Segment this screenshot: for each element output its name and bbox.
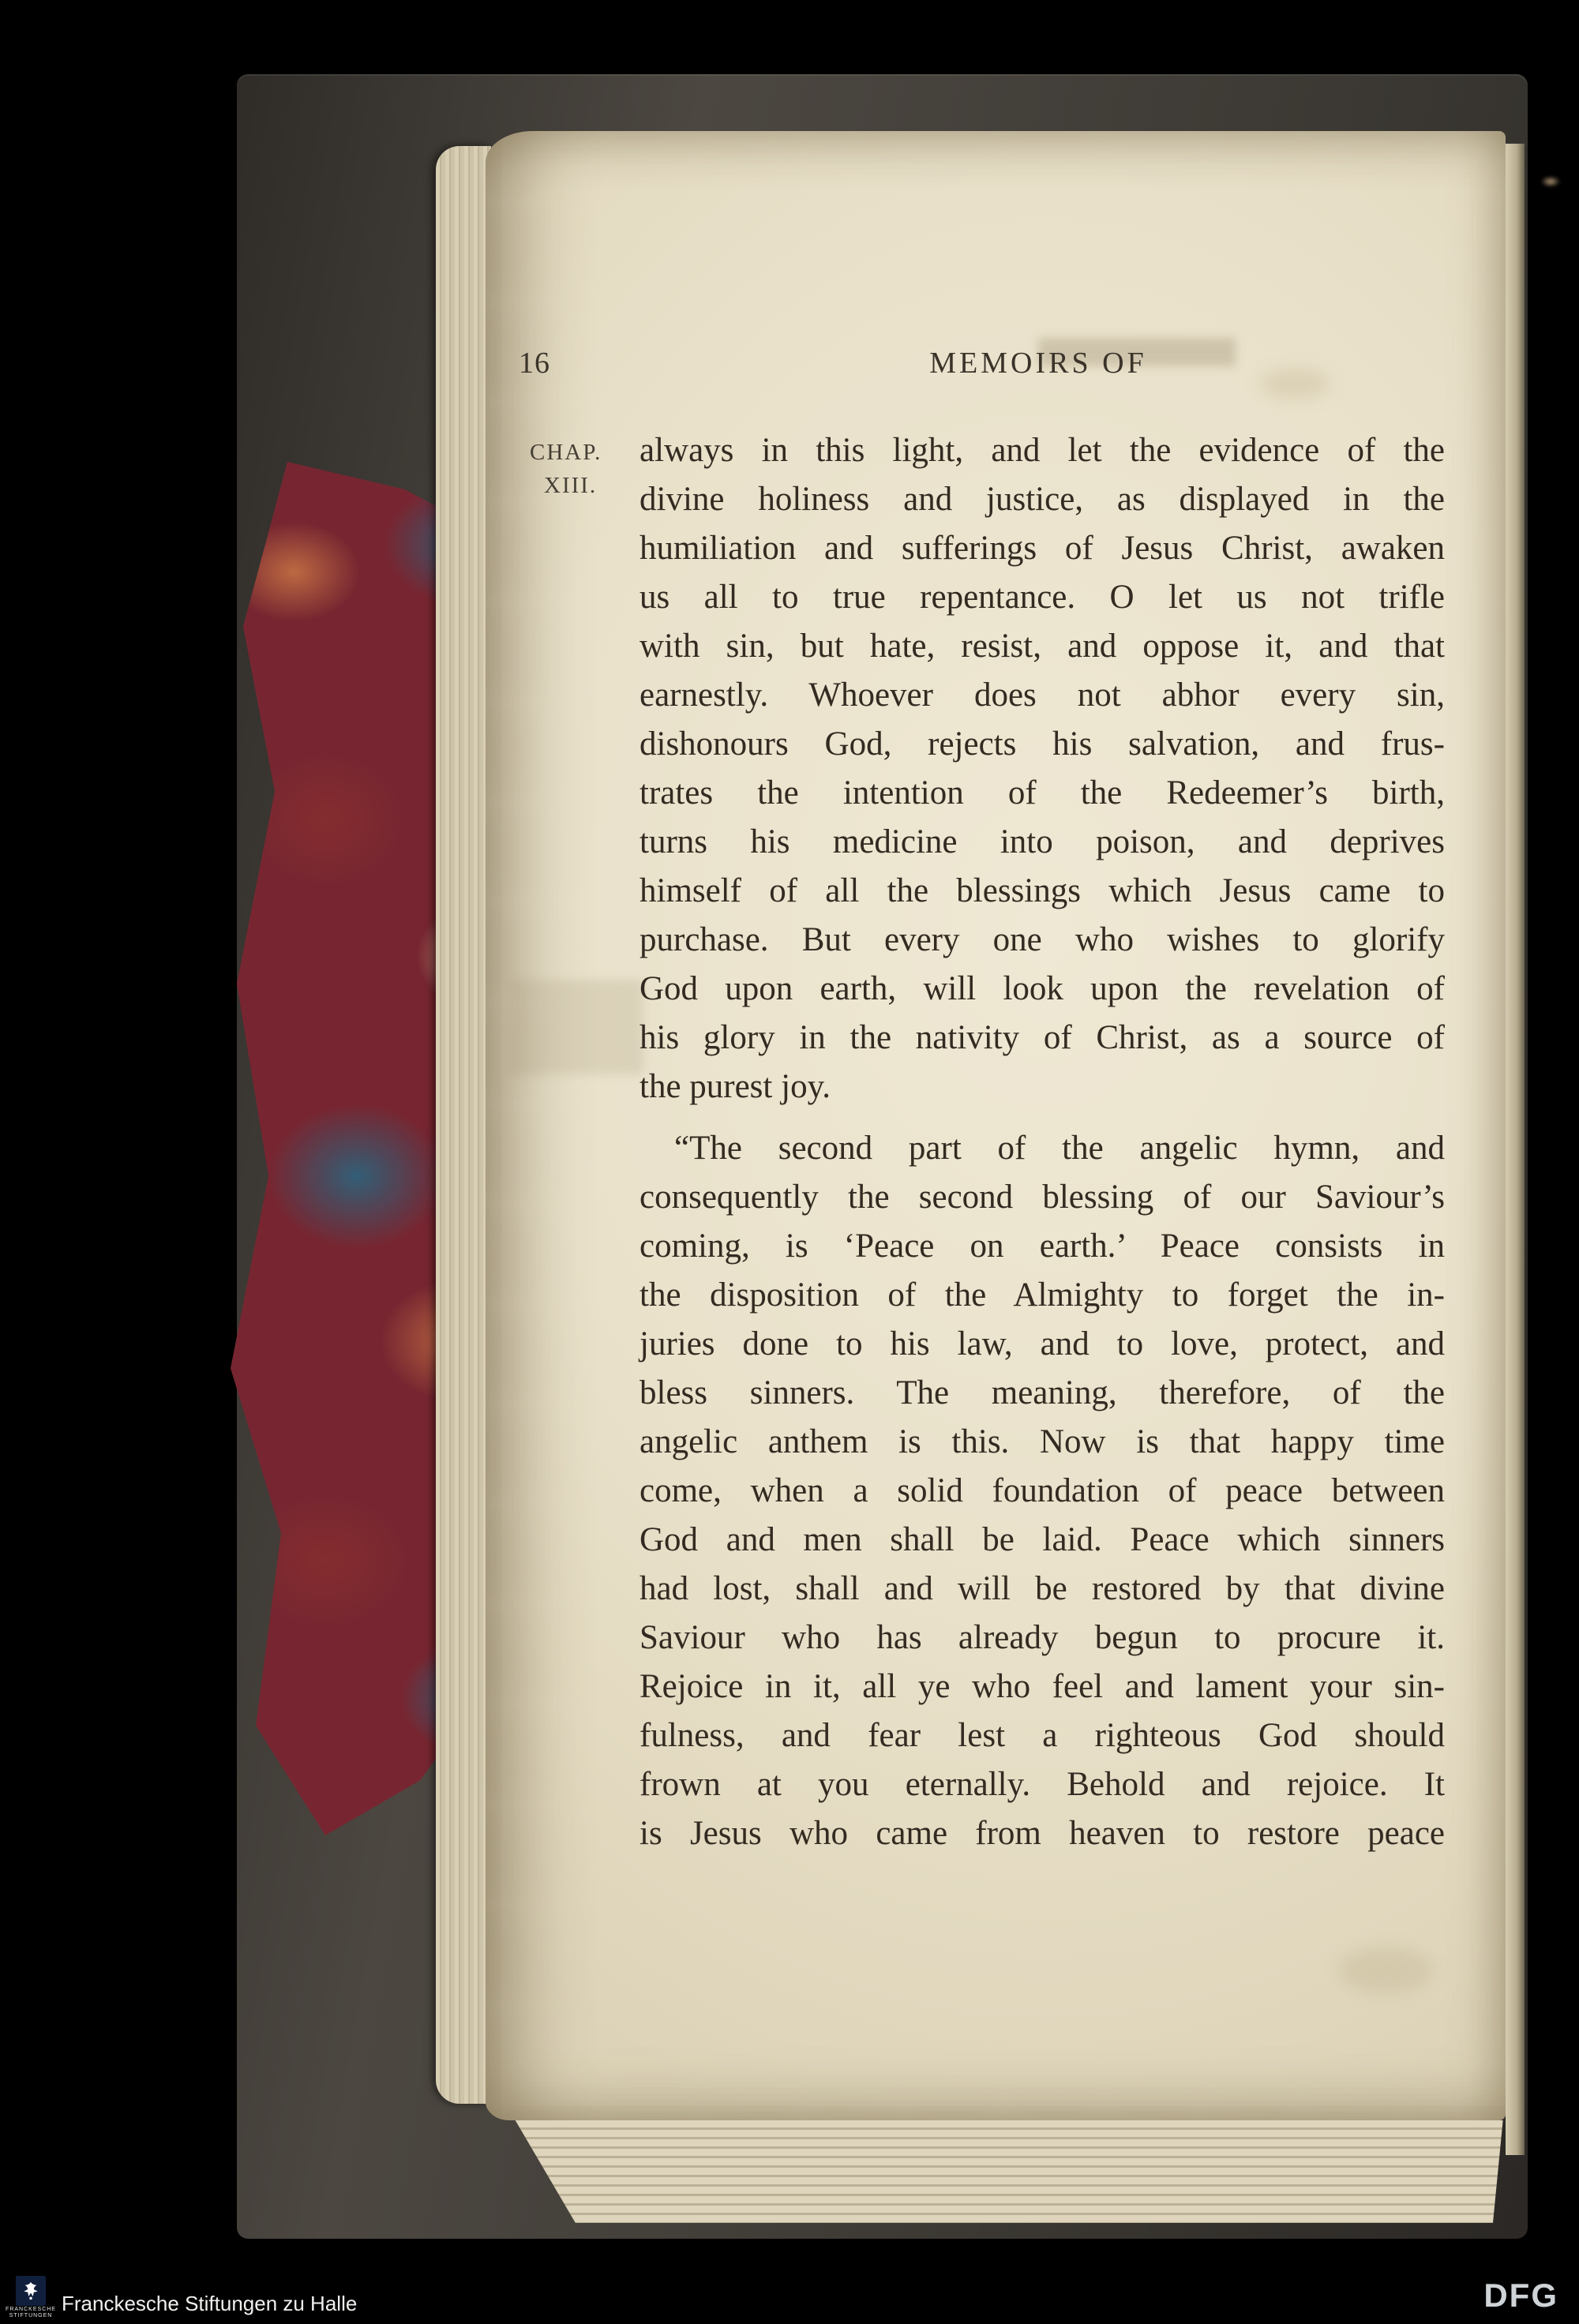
text-line: is Jesus who came from heaven to restore peace: [639, 1815, 1445, 1852]
logo-caption: [6, 2307, 56, 2319]
text-line: Rejoice in it, all ye who feel and lament your sin-: [639, 1668, 1445, 1705]
chapter-margin-note: [530, 436, 602, 502]
text-line: trates the intention of the Redeemer’s birth,: [639, 774, 1445, 812]
foxing-stain: [1259, 368, 1330, 399]
text-line: humiliation and sufferings of Jesus Christ, awaken: [639, 530, 1445, 567]
text-line: with sin, but hate, resist, and oppose it, and that: [639, 628, 1445, 665]
print-bleed-ghost: [509, 980, 643, 1074]
library-name: Franckesche Stiftungen zu Halle: [62, 2292, 358, 2315]
text-line: the disposition of the Almighty to forget the in-: [639, 1276, 1445, 1314]
text-line: his glory in the nativity of Christ, as a source of: [639, 1019, 1445, 1056]
text-line: coming, is ‘Peace on earth.’ Peace consists in: [639, 1228, 1445, 1265]
logo-caption-line: STIFTUNGEN: [9, 2313, 53, 2318]
text-line: purchase. But every one who wishes to glorify: [639, 921, 1445, 958]
text-line: juries done to his law, and to love, protect, and: [639, 1325, 1445, 1363]
text-line: bless sinners. The meaning, therefore, of the: [639, 1374, 1445, 1411]
page-edges-left: [436, 146, 491, 2104]
library-logo: [6, 2276, 56, 2319]
text-line: dishonours God, rejects his salvation, and frus-: [639, 725, 1445, 763]
text-line: himself of all the blessings which Jesus came to: [639, 872, 1445, 909]
foxing-stain: [1338, 1947, 1433, 1994]
paragraph-2: [639, 1124, 1445, 1858]
paragraph-1: [639, 426, 1445, 1111]
eagle-emblem-icon: [16, 2276, 46, 2306]
text-line: fulness, and fear lest a righteous God should: [639, 1717, 1445, 1754]
text-line: come, when a solid foundation of peace between: [639, 1472, 1445, 1509]
page-edges-bottom: [505, 2120, 1508, 2223]
dfg-logo: DFG: [1483, 2277, 1558, 2314]
text-line: angelic anthem is this. Now is that happy time: [639, 1423, 1445, 1460]
text-line: us all to true repentance. O let us not trifle: [639, 579, 1445, 616]
text-line: earnestly. Whoever does not abhor every sin,: [639, 677, 1445, 714]
text-line: turns his medicine into poison, and deprives: [639, 823, 1445, 860]
body-text: [639, 426, 1445, 1858]
text-line: God and men shall be laid. Peace which sinners: [639, 1521, 1445, 1558]
book-page: [486, 131, 1506, 2120]
text-line: “The second part of the angelic hymn, and: [674, 1130, 1445, 1167]
page-number: 16: [519, 347, 550, 380]
text-line: the purest joy.: [639, 1068, 831, 1105]
text-line: always in this light, and let the evidence of the: [639, 432, 1445, 469]
logo-caption-line: FRANCKESCHE: [6, 2307, 56, 2312]
running-header: MEMOIRS OF: [929, 347, 1147, 380]
text-line: divine holiness and justice, as displayed in the: [639, 481, 1445, 518]
text-line: Saviour who has already begun to procure it.: [639, 1619, 1445, 1656]
chapter-label: CHAP.: [530, 440, 602, 465]
facing-page-edge: [1506, 144, 1525, 2155]
text-line: frown at you eternally. Behold and rejoice. It: [639, 1766, 1445, 1803]
text-line: God upon earth, will look upon the revelation of: [639, 970, 1445, 1007]
text-line: consequently the second blessing of our Saviour’s: [639, 1179, 1445, 1216]
library-attribution: [6, 2276, 358, 2319]
text-line: had lost, shall and will be restored by that divine: [639, 1570, 1445, 1607]
chapter-numeral: XIII.: [544, 473, 598, 498]
